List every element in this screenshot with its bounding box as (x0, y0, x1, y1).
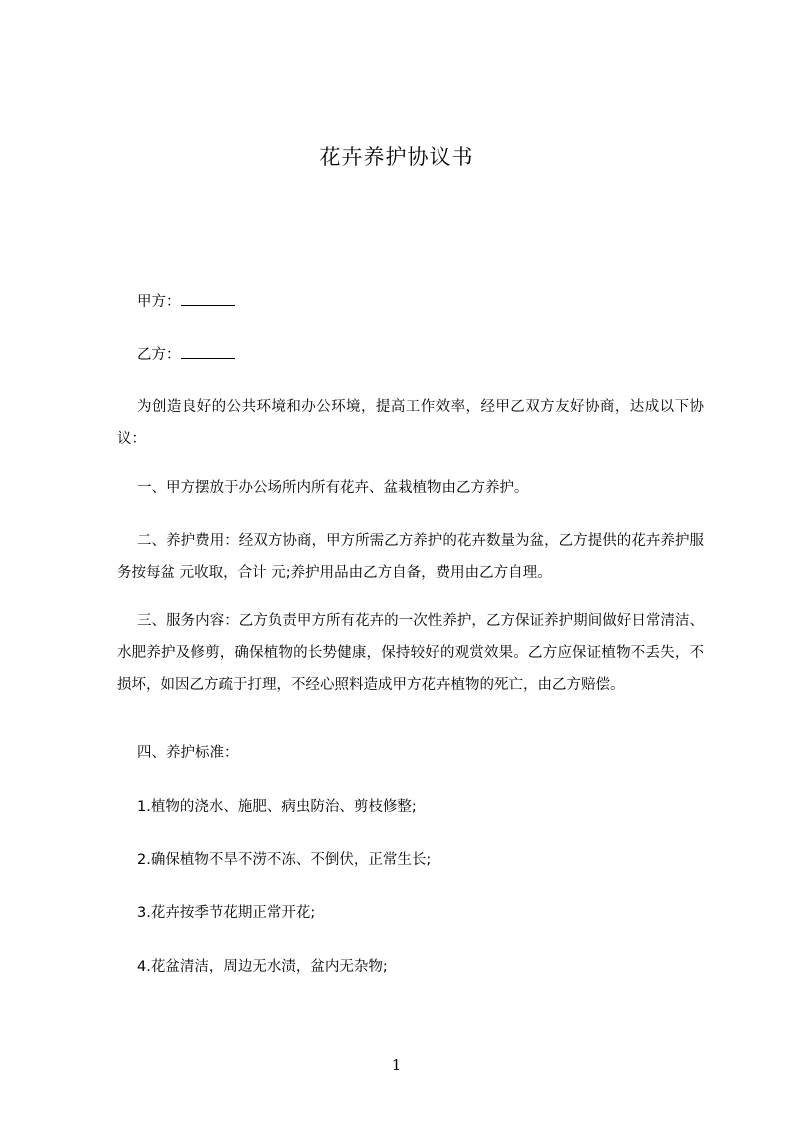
party-a-blank (181, 291, 235, 306)
clause-1: 一、甲方摆放于办公场所内所有花卉、盆栽植物由乙方养护。 (137, 480, 529, 496)
party-a-line (137, 291, 235, 312)
intro-paragraph: 为创造良好的公共环境和办公环境，提高工作效率，经甲乙双方友好协商，达成以下协议： (117, 399, 704, 447)
party-b-line (137, 344, 235, 365)
party-b-blank (181, 344, 235, 359)
document-title: 花卉养护协议书 (319, 145, 474, 169)
party-b-label: 乙方： (137, 347, 181, 363)
clause-2: 二、养护费用：经双方协商，甲方所需乙方养护的花卉数量为盆，乙方提供的花卉养护服务按每盆 元收取，合计 元;养护用品由乙方自备，费用由乙方自理。 (117, 533, 704, 581)
clause-4-heading: 四、养护标准： (137, 745, 239, 761)
party-a-label: 甲方： (137, 294, 181, 310)
standard-item-1: 1.植物的浇水、施肥、病虫防治、剪枝修整; (137, 799, 417, 815)
standard-item-2: 2.确保植物不旱不涝不冻、不倒伏，正常生长; (137, 852, 432, 868)
standard-item-3: 3.花卉按季节花期正常开花; (137, 905, 316, 921)
clause-3: 三、服务内容：乙方负责甲方所有花卉的一次性养护，乙方保证养护期间做好日常清洁、水肥养护及修剪，确保植物的长势健康，保持较好的观赏效果。乙方应保证植物不丢失，不损坏，如因乙方疏于打理，不经心照料造成甲方花卉植物的死亡，由乙方赔偿。 (117, 613, 704, 693)
page-number: 1 (391, 1056, 402, 1074)
standard-item-4: 4.花盆清洁，周边无水渍，盆内无杂物; (137, 959, 388, 975)
